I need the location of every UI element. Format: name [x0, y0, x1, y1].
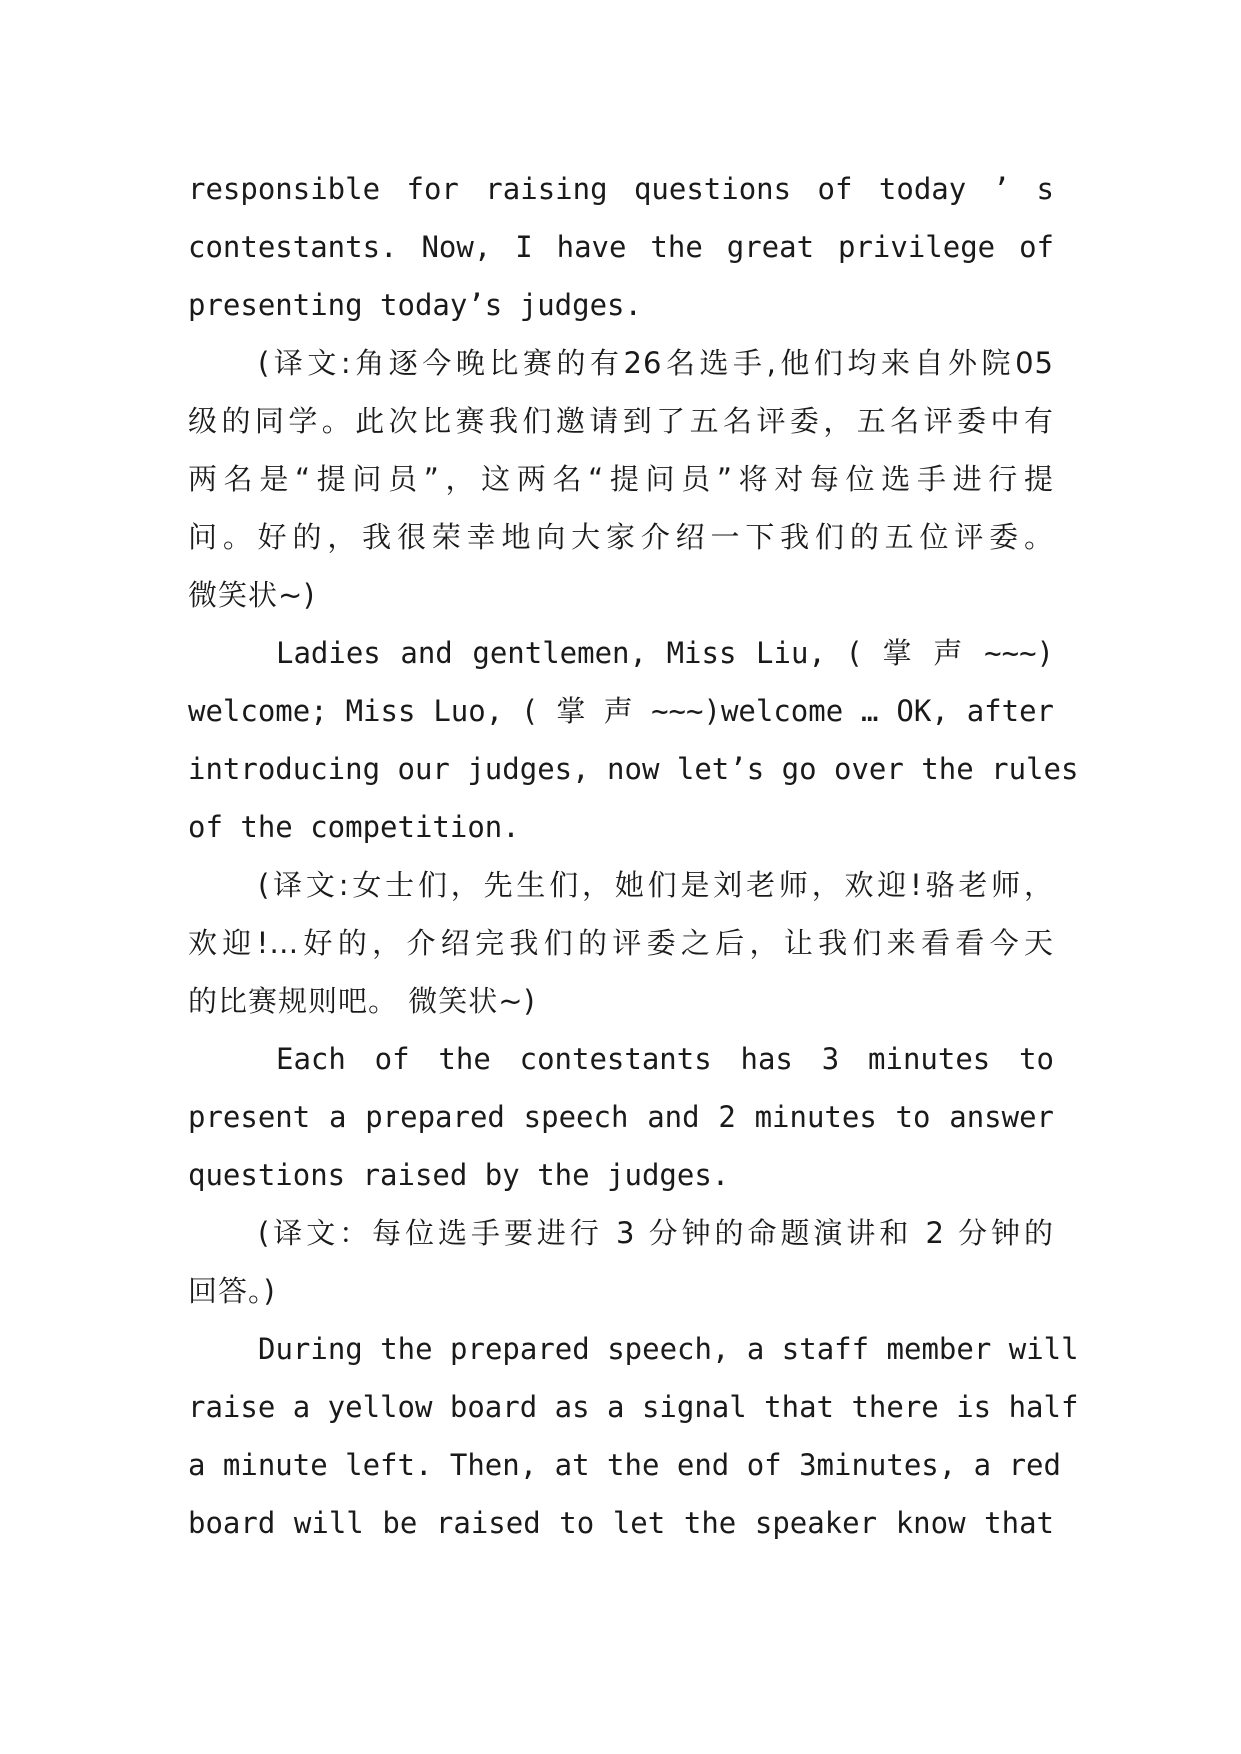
text-line: welcome; Miss Luo, ( 掌 声 ~~~)welcome … OK, after — [188, 694, 1054, 728]
text-line: of the competition. — [188, 810, 520, 844]
text-line: Each of the contestants has 3 minutes to — [276, 1042, 1054, 1076]
text-line: responsible for raising questions of today ’ s — [188, 172, 1054, 206]
text-line: contestants. Now, I have the great privilege of — [188, 230, 1054, 264]
text-line: 微笑状~) — [188, 578, 316, 612]
text-line: (译文:女士们，先生们，她们是刘老师，欢迎!骆老师， — [258, 868, 1054, 902]
text-line: 级的同学。此次比赛我们邀请到了五名评委，五名评委中有 — [188, 404, 1054, 438]
text-line: a minute left. Then, at the end of 3minutes, a red — [188, 1448, 1061, 1482]
text-line: 回答。) — [188, 1274, 276, 1308]
text-line: 欢迎!…好的，介绍完我们的评委之后，让我们来看看今天 — [188, 926, 1054, 960]
text-line: board will be raised to let the speaker know that — [188, 1506, 1054, 1540]
text-line: 的比赛规则吧。 微笑状~) — [188, 984, 536, 1018]
text-line: introducing our judges, now let’s go over the rules — [188, 752, 1079, 786]
text-line: (译文：每位选手要进行 3 分钟的命题演讲和 2 分钟的 — [258, 1216, 1054, 1250]
text-line: raise a yellow board as a signal that there is half — [188, 1390, 1079, 1424]
text-line: During the prepared speech, a staff member will — [258, 1332, 1079, 1366]
text-line: presenting today’s judges. — [188, 288, 642, 322]
text-line: (译文:角逐今晚比赛的有26名选手,他们均来自外院05 — [258, 346, 1054, 380]
text-line: 两名是“提问员”，这两名“提问员”将对每位选手进行提 — [188, 462, 1054, 496]
text-line: present a prepared speech and 2 minutes to answer — [188, 1100, 1054, 1134]
text-line: Ladies and gentlemen, Miss Liu, ( 掌 声 ~~~) — [276, 636, 1054, 670]
document-page — [188, 160, 1079, 1552]
text-line: questions raised by the judges. — [188, 1158, 730, 1192]
text-line: 问。好的，我很荣幸地向大家介绍一下我们的五位评委。 — [188, 520, 1054, 554]
